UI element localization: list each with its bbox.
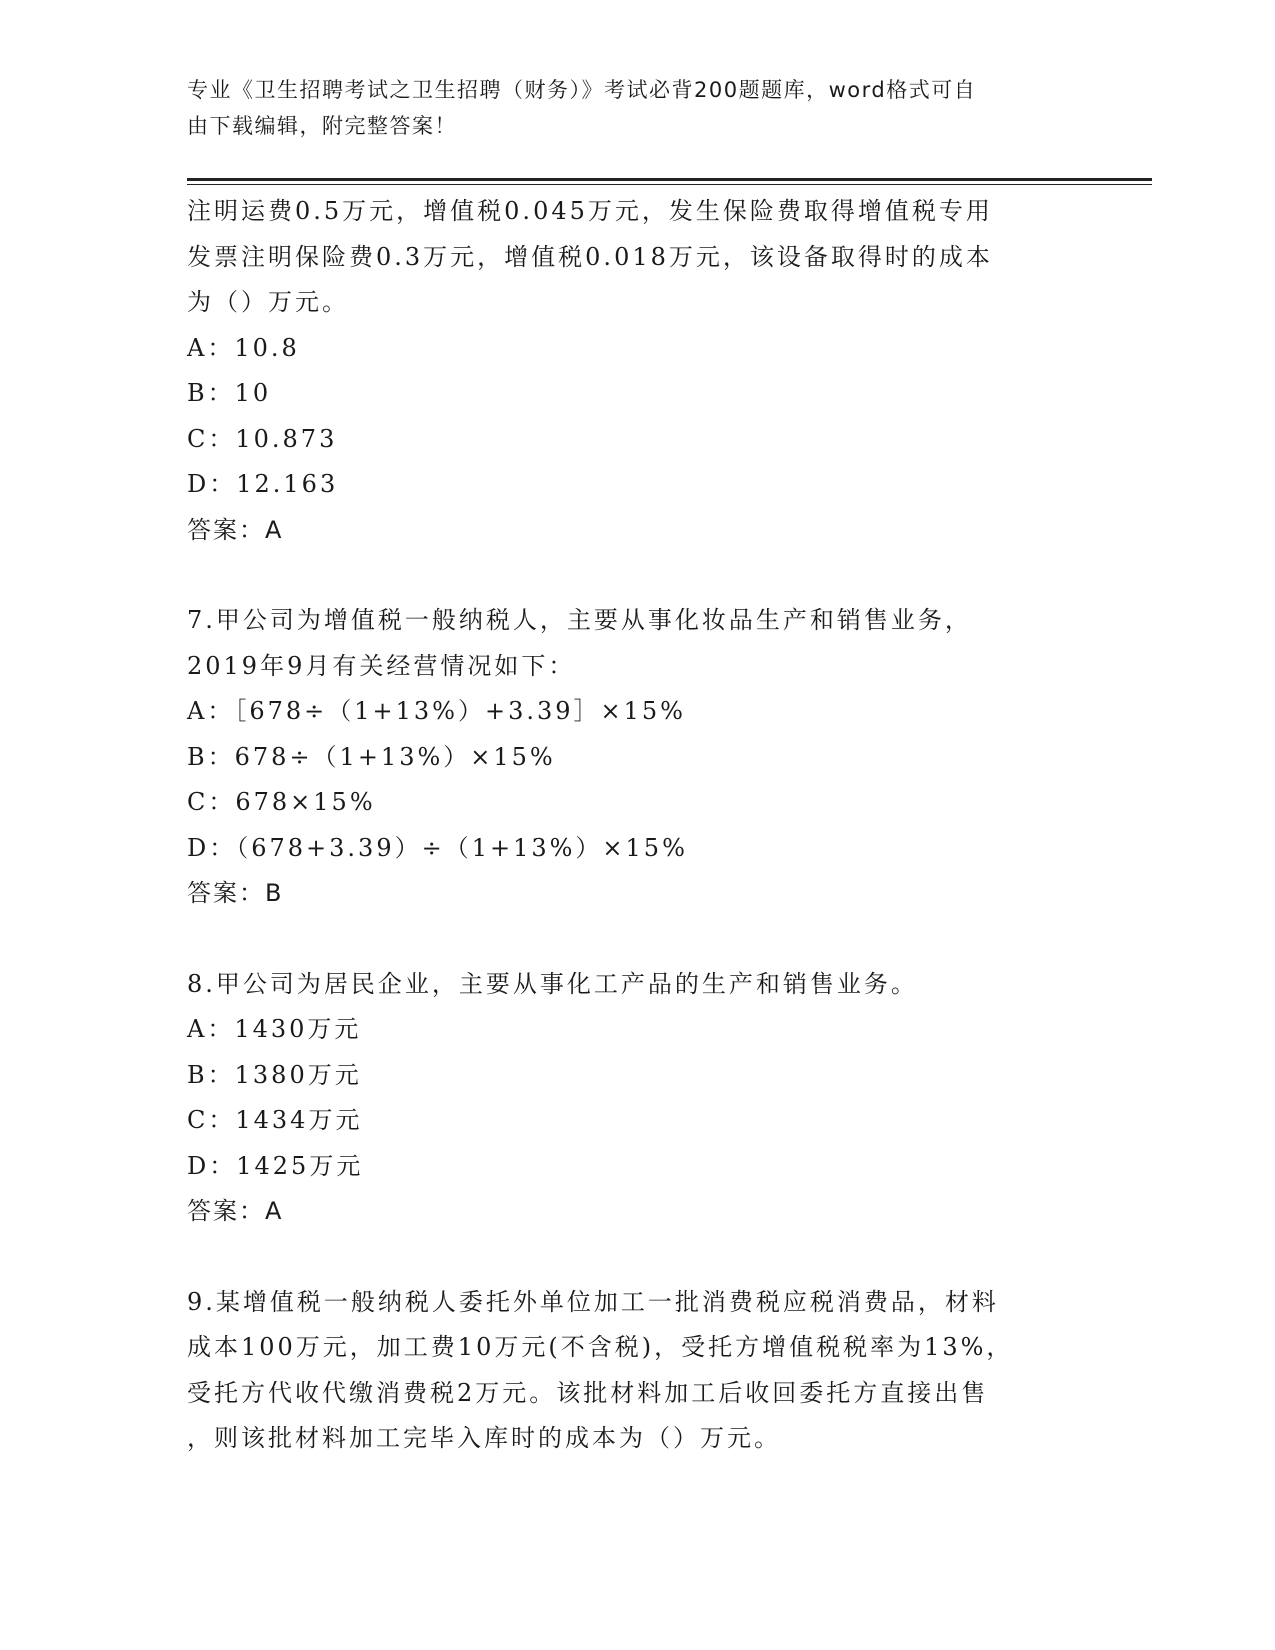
page-header — [187, 72, 1067, 144]
question-text-line: 发票注明保险费0.3万元，增值税0.018万元，该设备取得时的成本 — [187, 242, 993, 271]
question-text-line: 7.甲公司为增值税一般纳税人，主要从事化妆品生产和销售业务， — [187, 606, 972, 634]
answer-label: 答案：A — [187, 515, 284, 544]
option-c: C：678×15% — [187, 788, 376, 816]
question-9 — [187, 1280, 1087, 1462]
option-d: D：12.163 — [187, 470, 339, 498]
question-text-line: 成本100万元，加工费10万元(不含税)，受托方增值税税率为13%， — [187, 1333, 1014, 1361]
header-line-1: 专业《卫生招聘考试之卫生招聘（财务）》考试必背200题题库，word格式可自 — [187, 78, 977, 102]
spacer — [187, 1235, 1087, 1280]
option-b: B：10 — [187, 379, 272, 407]
option-d: D：1425万元 — [187, 1151, 364, 1180]
answer-label: 答案：A — [187, 1197, 284, 1225]
question-6 — [187, 189, 1087, 553]
question-text-line: 为（）万元。 — [187, 288, 349, 316]
option-c: C：1434万元 — [187, 1106, 363, 1134]
header-line-2: 由下载编辑，附完整答案！ — [187, 114, 457, 138]
option-d: D：（678+3.39）÷（1+13%）×15% — [187, 833, 688, 862]
question-content — [187, 189, 1087, 1462]
question-7 — [187, 598, 1087, 917]
spacer — [187, 917, 1087, 962]
option-c: C：10.873 — [187, 424, 338, 453]
header-divider-thick — [187, 178, 1152, 181]
question-8 — [187, 962, 1087, 1235]
header-divider-thin — [187, 184, 1152, 185]
question-text-line: 9.某增值税一般纳税人委托外单位加工一批消费税应税消费品，材料 — [187, 1287, 999, 1316]
question-text-line: 受托方代收代缴消费税2万元。该批材料加工后收回委托方直接出售 — [187, 1378, 989, 1407]
spacer — [187, 553, 1087, 598]
question-text-line: ，则该批材料加工完毕入库时的成本为（）万元。 — [187, 1424, 781, 1452]
answer-label: 答案：B — [187, 879, 284, 907]
option-b: B：1380万元 — [187, 1060, 362, 1089]
option-b: B：678÷（1+13%）×15% — [187, 742, 556, 771]
option-a: A：10.8 — [187, 333, 300, 362]
question-text-line: 注明运费0.5万元，增值税0.045万元，发生保险费取得增值税专用 — [187, 197, 993, 225]
option-a: A：［678÷（1+13%）+3.39］×15% — [187, 697, 686, 725]
option-a: A：1430万元 — [187, 1015, 362, 1043]
question-text-line: 8.甲公司为居民企业，主要从事化工产品的生产和销售业务。 — [187, 969, 918, 998]
question-text-line: 2019年9月有关经营情况如下： — [187, 651, 576, 680]
